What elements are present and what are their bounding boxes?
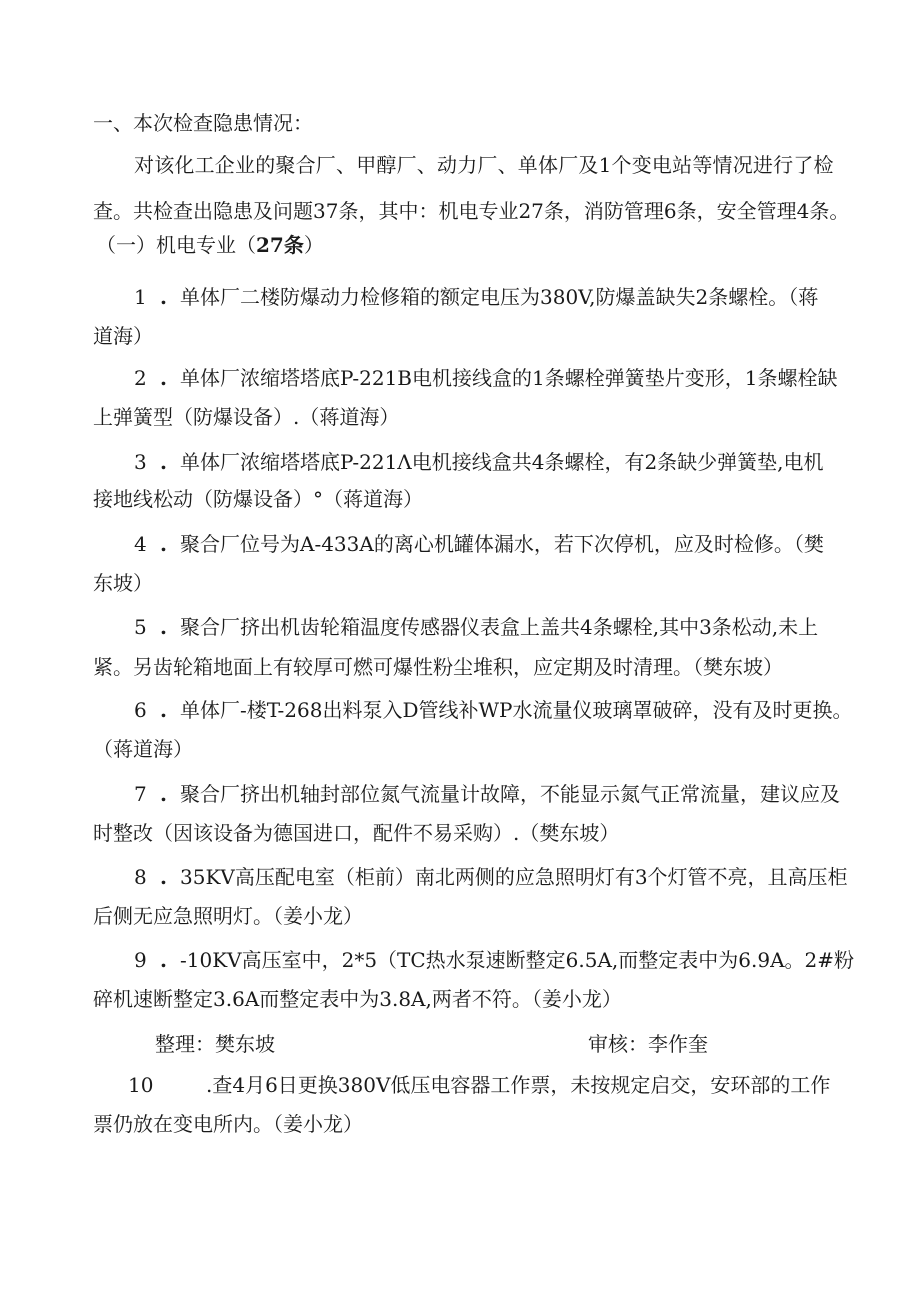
list-item [134,449,824,475]
item-dot: . [160,782,167,806]
list-item [128,1072,830,1098]
item-dot: . [160,366,167,390]
item-text-line-2: 紧。另齿轮箱地面上有较厚可燃可爆性粉尘堆积，应定期及时清理。（樊东坡） [93,655,783,679]
item-number: 8 [134,865,147,889]
item-number: 7 [134,782,147,806]
list-item [134,864,848,890]
item-dot: . [160,865,167,889]
intro-paragraph-line-1: 对该化工企业的聚合厂、甲醇厂、动力厂、单体厂及1个变电站等情况进行了检 [134,153,834,177]
item-text-line-2: 后侧无应急照明灯。（姜小龙） [93,904,363,928]
subsection-heading [96,232,324,258]
item-text-line-2: （蒋道海） [93,737,193,761]
subsection-count: 27条 [256,233,304,257]
item-text-line-1: 单体厂浓缩塔塔底P-221B电机接线盒的1条螺栓弹簧垫片变形，1条螺栓缺 [180,366,838,390]
item-text-line-2: 接地线松动（防爆设备）°（蒋道海） [93,487,423,511]
list-item [134,781,840,807]
item-text-line-1: 35KV高压配电室（柜前）南北两侧的应急照明灯有3个灯管不亮，且高压柜 [180,865,848,889]
item-text-line-2: 道海） [93,324,153,348]
item-text-line-2: 上弹簧型（防爆设备）.（蒋道海） [93,405,400,429]
section-heading: 一、本次检查隐患情况： [93,111,313,135]
item-number: 2 [134,366,147,390]
item-number: 6 [134,698,147,722]
item-number: 10 [128,1073,154,1097]
item-dot: . [160,450,167,474]
list-item [134,697,853,723]
item-text-line-2: 碎机速断整定3.6A而整定表中为3.8A,两者不符。（姜小龙） [93,987,622,1011]
item-text-line-2: 票仍放在变电所内。（姜小龙） [93,1112,363,1136]
list-item [134,947,854,973]
list-item [134,284,818,310]
subsection-label: （一）机电专业（ [96,233,256,257]
item-text-line-1: 单体厂二楼防爆动力检修箱的额定电压为380V,防爆盖缺失2条螺栓。（蒋 [180,285,819,309]
item-number: 3 [134,450,147,474]
compiled-by: 整理：樊东坡 [155,1032,275,1056]
item-dot: . [160,698,167,722]
item-text-line-1: .查4月6日更换380V低压电容器工作票，未按规定启交，安环部的工作 [206,1073,831,1097]
item-dot: . [160,615,167,639]
item-number: 1 [134,285,147,309]
list-item [134,365,837,391]
reviewed-by: 审核：李作奎 [588,1032,708,1056]
item-text-line-2: 时整改（因该设备为德国进口，配件不易采购）.（樊东坡） [93,821,620,845]
item-text-line-1: 单体厂-楼T-268出料泵入D管线补WP水流量仪玻璃罩破碎，没有及时更换。 [180,698,853,722]
list-item [134,614,818,640]
intro-paragraph-line-2: 查。共检查出隐患及问题37条，其中：机电专业27条，消防管理6条，安全管理4条。 [93,199,850,223]
subsection-close: ） [303,233,324,257]
list-item [134,531,824,557]
item-dot: . [160,532,167,556]
item-number: 5 [134,615,147,639]
item-text-line-1: 单体厂浓缩塔塔底P-221Λ电机接线盒共4条螺栓，有2条缺少弹簧垫,电机 [180,450,824,474]
item-dot: . [160,948,167,972]
item-text-line-1: 聚合厂挤出机齿轮箱温度传感器仪表盒上盖共4条螺栓,其中3条松动,未上 [180,615,819,639]
item-text-line-1: -10KV高压室中，2*5（TC热水泵速断整定6.5A,而整定表中为6.9A。2#粉 [180,948,855,972]
item-number: 9 [134,948,147,972]
item-number: 4 [134,532,147,556]
item-text-line-1: 聚合厂位号为A-433A的离心机罐体漏水，若下次停机，应及时检修。（樊 [180,532,824,556]
item-dot: . [160,285,167,309]
item-text-line-1: 聚合厂挤出机轴封部位氮气流量计故障，不能显示氮气正常流量，建议应及 [180,782,840,806]
item-text-line-2: 东坡） [93,571,153,595]
